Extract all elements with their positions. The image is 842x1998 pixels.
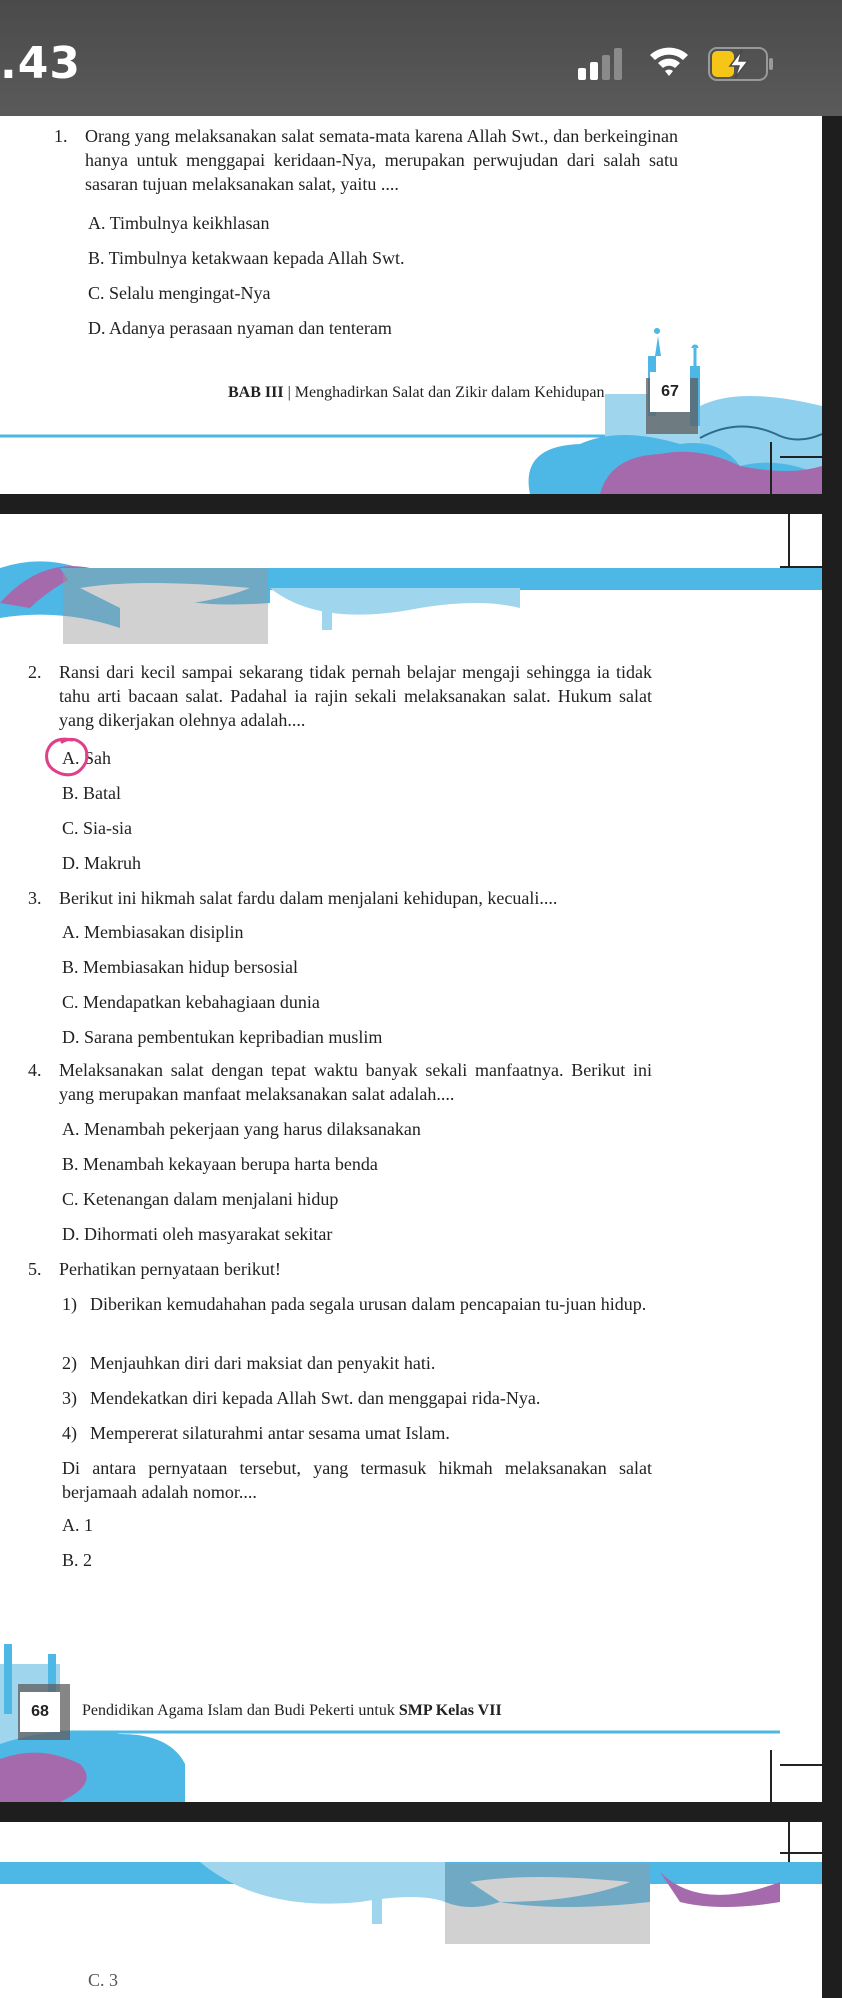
q4-option-c: C. Ketenangan dalam menjalani hidup	[62, 1189, 339, 1209]
statement-number: 2)	[62, 1353, 77, 1373]
q3-option-c: C. Mendapatkan kebahagiaan dunia	[62, 992, 320, 1012]
statement-number: 3)	[62, 1388, 77, 1408]
question-4	[28, 1058, 652, 1106]
question-number: 5.	[28, 1259, 42, 1279]
q1-option-d: D. Adanya perasaan nyaman dan tenteram	[88, 318, 392, 338]
question-5	[28, 1257, 652, 1281]
statement-number: 1)	[62, 1294, 77, 1314]
q4-option-b: B. Menambah kekayaan berupa harta benda	[62, 1154, 378, 1174]
q2-option-d: D. Makruh	[62, 853, 141, 873]
q5-statement-4	[62, 1421, 652, 1445]
page-68	[0, 514, 822, 1802]
question-text: Ransi dari kecil sampai sekarang tidak pernah belajar mengaji sehingga ia tidak tahu arti bacaan salat. Padahal ia rajin sekali melaksanakan salat. Hukum salat yang dikerjakan olehnya adalah....	[59, 662, 652, 730]
q1-option-c: C. Selalu mengingat-Nya	[88, 283, 271, 303]
q1-option-a: A. Timbulnya keikhlasan	[88, 213, 270, 233]
question-2	[28, 660, 652, 732]
q3-option-a: A. Membiasakan disiplin	[62, 922, 244, 942]
question-text: Orang yang melaksanakan salat semata-mata karena Allah Swt., dan berkeinginan hanya untuk menggapai keridaan-Nya, merupakan perwujudan dari salah satu sasaran tujuan melaksanakan salat, yaitu ....	[85, 126, 678, 194]
q2-option-a: A. Sah	[62, 748, 111, 768]
q5-statement-2	[62, 1351, 652, 1375]
q5-option-a: A. 1	[62, 1515, 93, 1535]
q5-prompt: Di antara pernyataan tersebut, yang termasuk hikmah melaksanakan salat berjamaah adalah nomor....	[62, 1458, 652, 1502]
wifi-icon	[648, 44, 690, 78]
chapter-title: Menghadirkan Salat dan Zikir dalam Kehidupan	[294, 384, 605, 401]
question-number: 3.	[28, 888, 42, 908]
crop-mark	[770, 442, 772, 494]
header-decoration	[0, 1862, 822, 1972]
question-number: 2.	[28, 662, 42, 682]
statement-text: Diberikan kemudahahan pada segala urusan dalam pencapaian tu-juan hidup.	[90, 1294, 647, 1314]
question-number: 1.	[54, 126, 68, 146]
page-67	[0, 116, 822, 494]
q5-statement-1	[62, 1292, 652, 1316]
book-title-class: SMP Kelas VII	[398, 1702, 502, 1719]
q4-option-a: A. Menambah pekerjaan yang harus dilaksanakan	[62, 1119, 421, 1139]
chapter-label: BAB III	[228, 384, 284, 401]
page-number-68: 68	[20, 1692, 60, 1732]
q1-option-b: B. Timbulnya ketakwaan kepada Allah Swt.	[88, 248, 405, 268]
q4-option-d: D. Dihormati oleh masyarakat sekitar	[62, 1224, 333, 1244]
question-text: Perhatikan pernyataan berikut!	[59, 1259, 281, 1279]
battery-charging-icon	[708, 46, 774, 82]
book-footer	[82, 1702, 502, 1720]
q2-option-c: C. Sia-sia	[62, 818, 132, 838]
header-decoration	[0, 548, 822, 658]
book-title: Pendidikan Agama Islam dan Budi Pekerti untuk	[82, 1702, 399, 1719]
crop-mark	[780, 1852, 822, 1854]
handwritten-circle-mark	[42, 732, 92, 782]
question-text: Melaksanakan salat dengan tepat waktu banyak sekali manfaatnya. Berikut ini yang merupakan manfaat melaksanakan salat adalah....	[59, 1060, 652, 1104]
crop-mark	[780, 1764, 822, 1766]
cellular-signal-icon	[578, 48, 630, 80]
footer-separator: |	[283, 384, 295, 401]
chapter-footer	[228, 384, 604, 402]
crop-mark	[788, 1822, 790, 1866]
status-bar	[0, 0, 842, 116]
q2-option-b: B. Batal	[62, 783, 121, 803]
question-1	[54, 124, 678, 196]
statement-number: 4)	[62, 1423, 77, 1443]
footer-decoration	[0, 326, 822, 494]
statement-text: Mendekatkan diri kepada Allah Swt. dan menggapai rida-Nya.	[90, 1388, 541, 1408]
status-time: .43	[0, 38, 81, 89]
q3-option-d: D. Sarana pembentukan kepribadian muslim	[62, 1027, 383, 1047]
statement-text: Mempererat silaturahmi antar sesama umat Islam.	[90, 1423, 450, 1443]
q5-option-b: B. 2	[62, 1550, 93, 1570]
page-69	[0, 1822, 822, 1998]
q5-statement-3	[62, 1386, 652, 1410]
page-number-67: 67	[650, 372, 690, 412]
question-text: Berikut ini hikmah salat fardu dalam menjalani kehidupan, kecuali....	[59, 888, 558, 908]
statement-text: Menjauhkan diri dari maksiat dan penyakit hati.	[90, 1353, 436, 1373]
crop-mark	[770, 1750, 772, 1802]
partial-option-c: C. 3	[88, 1970, 119, 1990]
question-number: 4.	[28, 1060, 42, 1080]
q3-option-b: B. Membiasakan hidup bersosial	[62, 957, 298, 977]
crop-mark	[780, 456, 822, 458]
question-3	[28, 886, 668, 910]
